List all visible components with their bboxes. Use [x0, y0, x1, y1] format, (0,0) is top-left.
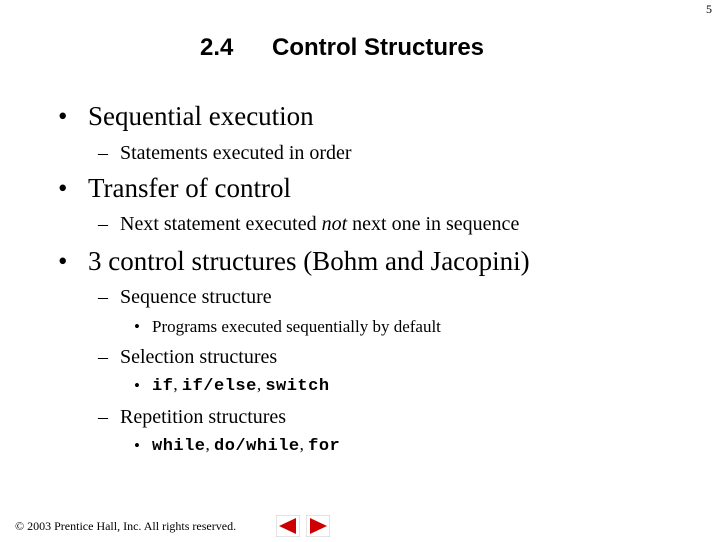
sub-bullet-repetition-structures: Repetition structures — [120, 406, 287, 428]
code-switch: switch — [265, 377, 330, 396]
code-if-else: if/else — [181, 377, 257, 396]
small-bullet-marker: • — [134, 317, 140, 336]
bullet-marker: • — [58, 101, 68, 131]
bullet-marker: • — [58, 173, 68, 203]
slide-section-number: 2.4 — [200, 34, 234, 61]
sub-bullet-text-after: next one in sequence — [347, 213, 520, 235]
bullet-marker: • — [58, 246, 68, 276]
detail-repetition-keywords — [152, 435, 340, 456]
separator: , — [205, 435, 215, 454]
code-while: while — [152, 437, 206, 456]
page-number: 5 — [706, 2, 712, 16]
sub-bullet-statements-in-order: Statements executed in order — [120, 142, 352, 164]
sub-bullet-text-before: Next statement executed — [120, 213, 322, 235]
dash-marker: – — [98, 286, 108, 308]
separator: , — [256, 375, 266, 394]
copyright-symbol: © — [15, 519, 25, 533]
left-triangle-icon — [276, 515, 300, 537]
code-for: for — [308, 437, 341, 456]
slide-title: Control Structures — [272, 34, 485, 61]
sub-bullet-next-statement — [120, 213, 519, 236]
sub-bullet-sequence-structure: Sequence structure — [120, 286, 272, 308]
right-triangle-icon — [306, 515, 330, 537]
dash-marker: – — [98, 213, 108, 235]
bullet-sequential-execution: Sequential execution — [88, 101, 314, 131]
emphasis-not: not — [321, 213, 348, 235]
dash-marker: – — [98, 406, 108, 428]
detail-selection-keywords — [152, 375, 330, 396]
detail-programs-sequential: Programs executed sequentially by default — [152, 317, 441, 336]
separator: , — [299, 435, 309, 454]
bullet-transfer-of-control: Transfer of control — [88, 173, 291, 203]
previous-slide-button[interactable] — [276, 515, 300, 537]
bullet-three-control-structures: 3 control structures (Bohm and Jacopini) — [88, 246, 530, 276]
small-bullet-marker: • — [134, 376, 140, 395]
sub-bullet-selection-structures: Selection structures — [120, 346, 278, 368]
copyright-text: 2003 Prentice Hall, Inc. All rights reserved. — [24, 519, 237, 533]
dash-marker: – — [98, 346, 108, 368]
code-do-while: do/while — [214, 437, 300, 456]
next-slide-button[interactable] — [306, 515, 330, 537]
separator: , — [173, 375, 182, 394]
code-if: if — [152, 377, 174, 396]
small-bullet-marker: • — [134, 436, 140, 455]
copyright-footer — [15, 519, 236, 534]
dash-marker: – — [98, 142, 108, 164]
